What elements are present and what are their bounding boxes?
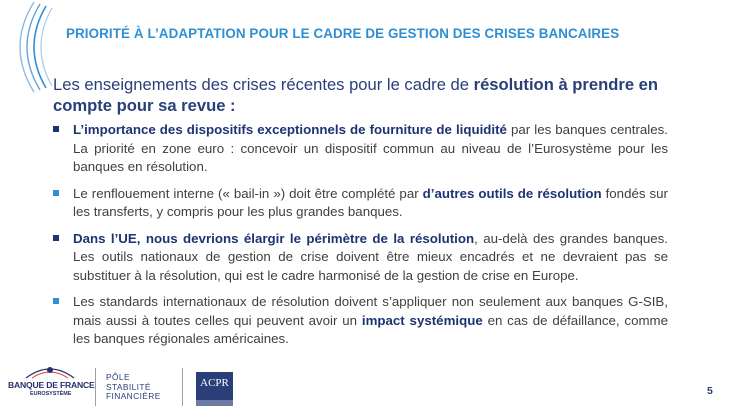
bullet-bold-text: Dans l’UE, nous devrions élargir le périmètre de la résolution xyxy=(73,230,475,246)
intro-plain: Les enseignements des crises récentes pour le cadre de xyxy=(53,75,474,94)
bullet-item xyxy=(53,185,668,222)
bullet-list xyxy=(53,121,668,357)
bullet-bold-text: d’autres outils de résolution xyxy=(422,185,602,201)
footer-divider xyxy=(182,368,183,406)
bullet-item xyxy=(53,230,668,286)
bullet-text-end: en cas de défaillance, comme les banques régionales américaines. xyxy=(73,312,669,346)
square-bullet-icon xyxy=(53,298,59,304)
banque-de-france-name: BANQUE DE FRANCE xyxy=(8,380,95,390)
square-bullet-icon xyxy=(53,235,59,241)
bullet-text: Le renflouement interne (« bail-in ») doit être complété par xyxy=(73,185,423,201)
footer-divider xyxy=(95,368,96,406)
bullet-text-end: fondés sur les transferts, y compris pour les plus grandes banques. xyxy=(73,185,668,219)
bullet-text: Les standards internationaux de résolution doivent s’appliquer non seulement aux banques G-SIB, mais aussi à toutes celles qui peuvent avoir un xyxy=(73,294,668,328)
square-bullet-icon xyxy=(53,126,59,132)
acpr-logo-band xyxy=(196,400,233,406)
acpr-logo: ACPR xyxy=(196,372,233,400)
square-bullet-icon xyxy=(53,190,59,196)
bullet-text: , au-delà des grandes banques. Les outils nationaux de gestion de crise doivent être mieux encadrés et ne devraient pas se substituer à la résolution, qui est le cadre harmonisé de la gestion de crise en Europe. xyxy=(73,230,668,283)
bullet-item xyxy=(53,121,668,177)
slide-title: PRIORITÉ À L’ADAPTATION POUR LE CADRE DE GESTION DES CRISES BANCAIRES xyxy=(66,26,620,41)
decorative-arcs xyxy=(0,0,60,95)
intro-text xyxy=(53,74,693,116)
bullet-item xyxy=(53,293,668,349)
bullet-bold-text: impact systémique xyxy=(361,312,483,328)
bullet-text: par les banques centrales. La priorité en zone euro : concevoir un dispositif commun au niveau de l’Eurosystème pour les banques en résolution. xyxy=(73,122,668,174)
stabilite-line: STABILITÉ xyxy=(106,381,151,392)
page-number: 5 xyxy=(707,385,713,397)
financiere-line: FINANCIÈRE xyxy=(106,391,161,402)
banque-de-france-logo-icon xyxy=(20,358,80,380)
pole-line: PÔLE xyxy=(106,372,130,382)
pole-stabilite-logo xyxy=(106,373,161,402)
eurosysteme-label: EUROSYSTÈME xyxy=(30,391,72,397)
intro-bold: résolution à prendre en compte pour sa revue : xyxy=(53,75,659,115)
footer-logos xyxy=(0,358,240,410)
bullet-bold-text: L’importance des dispositifs exceptionnels de fourniture de liquidité xyxy=(73,122,507,137)
